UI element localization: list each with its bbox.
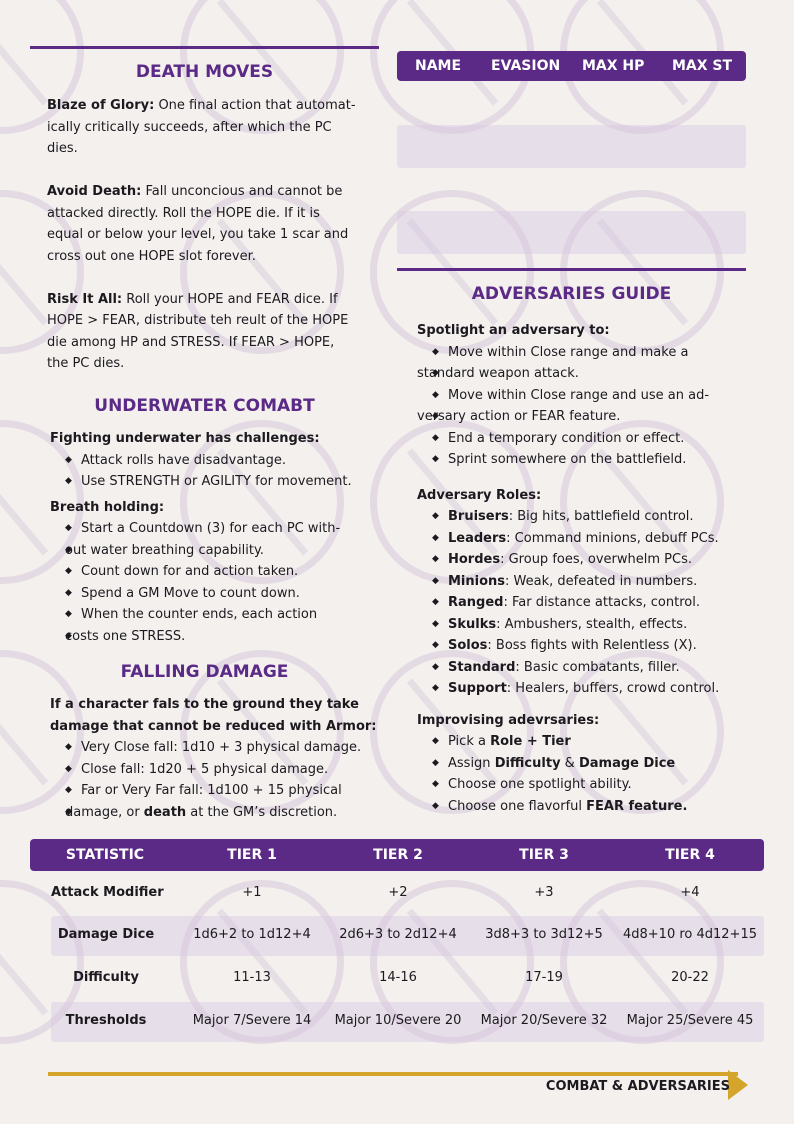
- footer-label: COMBAT & ADVERSARIES: [545, 1079, 730, 1094]
- list-item: ◆ Move within Close range and use an ad-: [417, 385, 747, 407]
- blaze-text: dies.: [47, 141, 78, 156]
- list-item-text: Choose one flavorful: [448, 798, 587, 814]
- list-item-text: costs one STRESS.: [65, 628, 186, 644]
- list-item: [417, 549, 747, 571]
- risk-text: HOPE > FEAR, distribute teh reult of the HOPE: [47, 313, 349, 328]
- list-item: ◆ Move within Close range and make a: [417, 342, 747, 364]
- cell: Major 20/Severe 32: [480, 1013, 608, 1028]
- tier-col-4: TIER 4: [665, 847, 715, 863]
- role-desc: : Weak, defeated in numbers.: [505, 573, 698, 589]
- list-item: ◆ Very Close fall: 1d10 + 3 physical damage.: [50, 737, 385, 759]
- list-item-continued: [417, 363, 747, 385]
- cell: Major 10/Severe 20: [334, 1013, 462, 1028]
- cell: +2: [388, 885, 408, 900]
- role-desc: : Ambushers, stealth, effects.: [496, 616, 688, 632]
- avoid-text: cross out one HOPE slot forever.: [47, 248, 256, 264]
- breath-title: Breath holding:: [50, 499, 165, 515]
- role-name: Ranged: [448, 595, 504, 610]
- cell: +3: [534, 885, 554, 900]
- list-item-text: out water breathing capability.: [65, 542, 264, 558]
- falling-text: [50, 694, 385, 823]
- avoid-text: equal or below your level, you take 1 scar and: [47, 227, 349, 242]
- falling-intro: damage that cannot be reduced with Armor:: [50, 718, 377, 734]
- tier-col-statistic: STATISTIC: [65, 847, 145, 863]
- npc-col-maxhp: MAX HP: [582, 58, 645, 74]
- npc-table-header: [397, 51, 746, 81]
- role-name: Minions: [448, 573, 506, 589]
- role-desc: : Far distance attacks, control.: [503, 595, 700, 610]
- list-item: ◆ Close fall: 1d20 + 5 physical damage.: [50, 759, 385, 781]
- list-item: [417, 635, 747, 657]
- tier-col-1: TIER 1: [227, 847, 277, 863]
- falling-intro: If a character fals to the ground they take: [50, 697, 359, 712]
- list-item: [417, 592, 747, 614]
- role-name: Standard: [448, 659, 516, 675]
- role-name: Solos: [448, 638, 488, 653]
- role-desc: : Group foes, overwhelm PCs.: [500, 552, 692, 567]
- list-item-text: at the GM’s discretion.: [186, 804, 338, 820]
- list-item: [417, 753, 747, 775]
- roles-title: Adversary Roles:: [417, 487, 542, 503]
- cell: 3d8+3 to 3d12+5: [485, 927, 603, 942]
- list-item: [417, 678, 747, 700]
- npc-row-empty[interactable]: [397, 125, 746, 168]
- list-item: ◆ Attack rolls have disadvantage.: [50, 450, 380, 472]
- role-name: Support: [448, 681, 507, 696]
- role-desc: : Command minions, debuff PCs.: [506, 530, 719, 546]
- list-item: ◆ End a temporary condition or effect.: [417, 428, 747, 450]
- role-desc: : Boss fights with Relentless (X).: [487, 638, 697, 653]
- avoid-text: Fall unconcious and cannot be: [141, 184, 343, 199]
- list-item: [417, 506, 747, 528]
- list-item-continued: [417, 406, 747, 428]
- cell: 1d6+2 to 1d12+4: [193, 927, 311, 942]
- list-item-bold: Damage Dice: [578, 755, 676, 771]
- list-item: ◆ Start a Countdown (3) for each PC with-: [50, 518, 380, 540]
- table-row: [51, 916, 764, 956]
- list-item-bold: death: [143, 804, 187, 820]
- npc-col-name: NAME: [415, 58, 462, 74]
- list-item-continued: [50, 626, 380, 648]
- role-name: Skulks: [448, 616, 497, 632]
- death-moves-title: DEATH MOVES: [135, 62, 274, 82]
- list-item: ◆ Choose one spotlight ability.: [417, 774, 747, 796]
- footer-bar: [48, 1072, 738, 1076]
- underwater-text: [50, 428, 380, 647]
- list-item-continued: [50, 802, 385, 824]
- underwater-intro: Fighting underwater has challenges:: [50, 431, 320, 446]
- list-item-text: standard weapon attack.: [417, 366, 579, 381]
- row-label: Thresholds: [65, 1013, 147, 1028]
- cell: 2d6+3 to 2d12+4: [339, 927, 457, 942]
- adversaries-text: [417, 320, 747, 817]
- table-row: [51, 1002, 764, 1042]
- avoid-label: Avoid Death:: [47, 184, 142, 199]
- death-moves-rule: [30, 46, 379, 49]
- list-item: [417, 731, 747, 753]
- list-item-text: Assign: [448, 755, 495, 771]
- list-item: ◆ Far or Very Far fall: 1d100 + 15 physical: [50, 780, 385, 802]
- list-item: [417, 528, 747, 550]
- role-desc: : Big hits, battlefield control.: [508, 509, 694, 524]
- table-row: [51, 874, 764, 914]
- list-item: ◆ Sprint somewhere on the battlefield.: [417, 449, 747, 471]
- table-row: [51, 959, 764, 999]
- list-item: ◆ Use STRENGTH or AGILITY for movement.: [50, 471, 380, 493]
- list-item: ◆ Spend a GM Move to count down.: [50, 583, 380, 605]
- list-item: [417, 571, 747, 593]
- tier-col-2: TIER 2: [373, 847, 423, 863]
- list-item-bold: Role + Tier: [490, 734, 571, 749]
- cell: +1: [242, 885, 262, 900]
- row-label: Damage Dice: [57, 927, 155, 942]
- row-label: Attack Modifier: [51, 885, 164, 900]
- row-label: Difficulty: [73, 970, 139, 985]
- underwater-title: UNDERWATER COMABT: [94, 396, 315, 416]
- list-item: [417, 796, 747, 818]
- list-item: [417, 657, 747, 679]
- list-item: [417, 614, 747, 636]
- list-item-text: Pick a: [448, 734, 491, 749]
- adversaries-rule: [397, 268, 746, 271]
- cell: 4d8+10 ro 4d12+15: [622, 927, 757, 942]
- blaze-text: One final action that automat-: [154, 98, 356, 113]
- role-name: Leaders: [448, 530, 507, 546]
- role-name: Bruisers: [448, 509, 509, 524]
- death-moves-text: [47, 95, 382, 375]
- role-name: Hordes: [448, 552, 501, 567]
- improv-title: Improvising adevrsaries:: [417, 712, 600, 728]
- list-item-bold: FEAR feature.: [586, 798, 688, 814]
- risk-text: Roll your HOPE and FEAR dice. If: [122, 291, 338, 307]
- list-item-continued: [50, 540, 380, 562]
- list-item: ◆ When the counter ends, each action: [50, 604, 380, 626]
- cell: 20-22: [671, 970, 709, 985]
- list-item: ◆ Count down for and action taken.: [50, 561, 380, 583]
- tier-table-header: [30, 839, 764, 871]
- npc-col-evasion: EVASION: [491, 58, 561, 74]
- list-item-text: &: [560, 755, 579, 771]
- cell: 11-13: [233, 970, 271, 985]
- blaze-text: ically critically succeeds, after which the PC: [47, 119, 332, 135]
- list-item-text: damage, or: [65, 804, 144, 820]
- risk-text: the PC dies.: [47, 356, 125, 371]
- avoid-text: attacked directly. Roll the HOPE die. If it is: [47, 205, 320, 221]
- npc-col-maxst: MAX ST: [672, 58, 733, 74]
- falling-title: FALLING DAMAGE: [120, 662, 289, 682]
- cell: Major 7/Severe 14: [192, 1013, 312, 1028]
- spotlight-title: Spotlight an adversary to:: [417, 323, 610, 338]
- npc-row-empty[interactable]: [397, 211, 746, 254]
- risk-label: Risk It All:: [47, 291, 123, 307]
- blaze-label: Blaze of Glory:: [47, 98, 155, 113]
- tier-col-3: TIER 3: [519, 847, 569, 863]
- cell: 14-16: [379, 970, 417, 985]
- role-desc: : Basic combatants, filler.: [515, 659, 680, 675]
- footer-arrow-icon: [728, 1070, 748, 1100]
- risk-text: die among HP and STRESS. If FEAR > HOPE,: [47, 334, 335, 350]
- list-item-bold: Difficulty: [494, 755, 561, 771]
- adversaries-title: ADVERSARIES GUIDE: [471, 284, 672, 304]
- role-desc: : Healers, buffers, crowd control.: [506, 681, 720, 696]
- cell: 17-19: [525, 970, 563, 985]
- cell: +4: [680, 885, 700, 900]
- cell: Major 25/Severe 45: [626, 1013, 754, 1028]
- list-item-text: versary action or FEAR feature.: [417, 409, 621, 424]
